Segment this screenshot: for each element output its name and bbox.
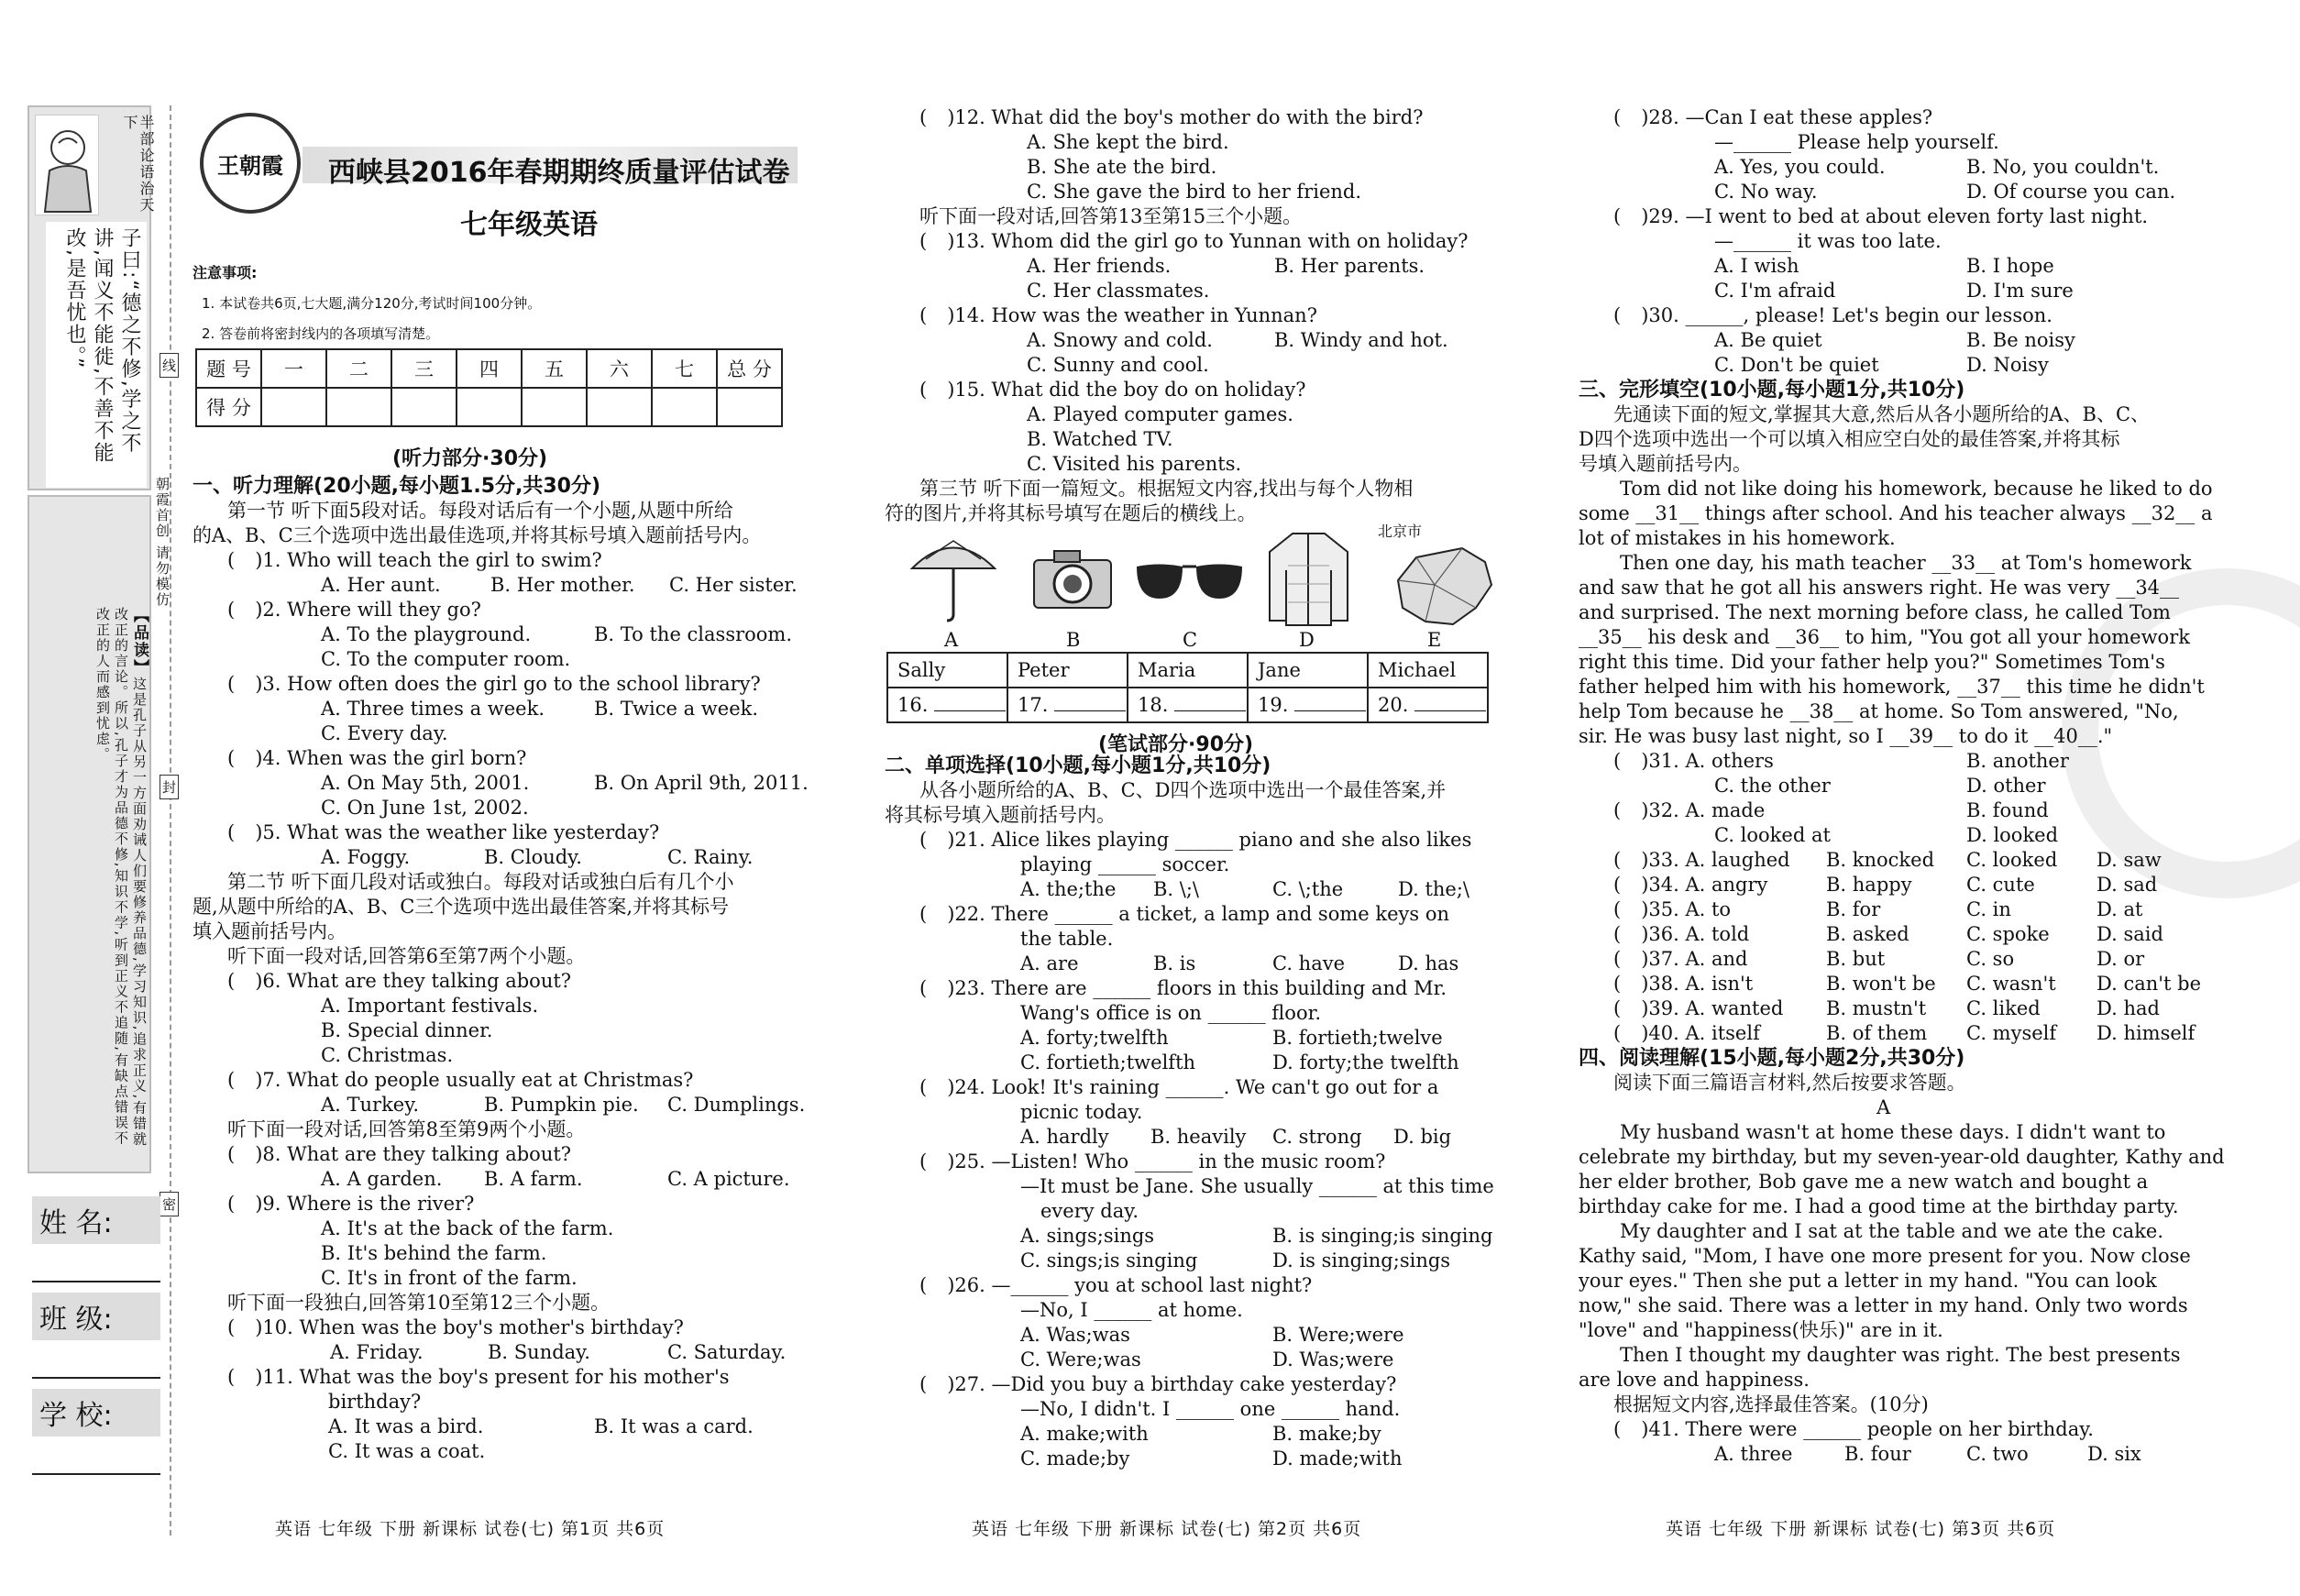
option[interactable]: A. forty;twelfth <box>1020 1027 1169 1049</box>
cloze-line: help Tom because he __38__ at home. So Tom answered, "No, <box>1579 700 2179 722</box>
umbrella-image <box>908 532 999 623</box>
cloze-line: Tom did not like doing his homework, because he liked to do <box>1620 478 2213 500</box>
score-header-row <box>196 349 782 388</box>
confucius-quote: 子曰:“德之不修,学之不讲,闻义不能徙,不善不能改,是吾忧也。” <box>46 222 147 488</box>
option[interactable]: B. A farm. <box>484 1168 583 1190</box>
question-23: ( )23. There are ______ floors in this building and Mr. <box>919 977 1447 999</box>
option[interactable]: C. spoke <box>1966 923 2050 945</box>
score-cell: 四 <box>457 349 522 388</box>
cloze-question-option[interactable]: ( )39. A. wanted <box>1613 997 1784 1019</box>
option[interactable]: C. looked <box>1966 849 2058 871</box>
question-9: ( )9. Where is the river? <box>227 1193 475 1215</box>
option[interactable]: C. Rainy. <box>667 846 754 868</box>
score-input-cell[interactable] <box>717 388 782 426</box>
option[interactable]: B. Special dinner. <box>321 1019 493 1041</box>
option[interactable]: A. the;the <box>1020 878 1117 900</box>
option[interactable]: B. heavily <box>1150 1126 1247 1148</box>
option[interactable]: A. On May 5th, 2001. <box>321 772 530 794</box>
cloze-question-option[interactable]: ( )33. A. laughed <box>1613 849 1790 871</box>
option[interactable]: C. \;the <box>1272 878 1344 900</box>
person-name: Jane <box>1248 653 1368 688</box>
part2-instr-3: 填入题前括号内。 <box>193 920 347 942</box>
cloze-question-31: ( )31. A. others <box>1613 750 1774 772</box>
question-11: ( )11. What was the boy's present for his mother's <box>227 1366 730 1388</box>
name-input-line[interactable] <box>32 1281 160 1282</box>
question-22-cont: the table. <box>1020 928 1114 950</box>
option[interactable]: D. the;\ <box>1398 878 1469 900</box>
passage-line: "love" and "happiness(快乐)" are in it. <box>1579 1319 1943 1341</box>
score-input-cell[interactable] <box>326 388 391 426</box>
question-21: ( )21. Alice likes playing ______ piano and she also likes <box>919 829 1472 851</box>
logo-stamp <box>200 113 301 214</box>
question-22: ( )22. There ______ a ticket, a lamp and some keys on <box>919 903 1450 925</box>
option[interactable]: D. at <box>2096 898 2143 920</box>
pindu-panel <box>28 495 151 1173</box>
school-field-group <box>32 1389 160 1475</box>
section-2-instr-2: 将其标号填入题前括号内。 <box>885 804 1116 826</box>
option[interactable]: C. fortieth;twelfth <box>1020 1051 1196 1073</box>
part3-instr-1: 第三节 听下面一篇短文。根据短文内容,找出与每个人物相 <box>919 478 1414 500</box>
school-input-line[interactable] <box>32 1473 160 1475</box>
option[interactable]: B. On April 9th, 2011. <box>594 772 809 794</box>
cloze-question-option[interactable]: ( )37. A. and <box>1613 948 1748 970</box>
option[interactable]: C. strong <box>1272 1126 1362 1148</box>
passage-label: A <box>1876 1096 1891 1118</box>
part1-instr-2: 的A、B、C三个选项中选出最佳选项,并将其标号填入题前括号内。 <box>193 524 762 546</box>
question-29: ( )29. —I went to bed at about eleven forty last night. <box>1613 205 2149 227</box>
quote-panel <box>28 105 155 490</box>
cloze-question-option[interactable]: ( )34. A. angry <box>1613 874 1768 896</box>
option[interactable]: C. Were;was <box>1020 1348 1141 1370</box>
question-23-cont: Wang's office is on ______ floor. <box>1020 1002 1322 1024</box>
score-input-cell[interactable] <box>261 388 326 426</box>
score-cell: 一 <box>261 349 326 388</box>
option[interactable]: C. Sunny and cool. <box>1027 354 1209 376</box>
class-label: 班 级: <box>32 1293 160 1340</box>
part1-instr-1: 第一节 听下面5段对话。每段对话后有一个小题,从题中所给 <box>227 500 733 522</box>
option[interactable]: A. are <box>1020 952 1079 974</box>
option[interactable]: C. Don't be quiet <box>1714 354 1879 376</box>
option[interactable]: C. Her classmates. <box>1027 280 1210 302</box>
question-13: ( )13. Whom did the girl go to Yunnan with on holiday? <box>919 230 1469 252</box>
passage-line: My husband wasn't at home these days. I didn't want to <box>1620 1121 2166 1143</box>
monologue-10-12-instr: 听下面一段独白,回答第10至第12三个小题。 <box>227 1292 611 1314</box>
cloze-line: father helped him with his homework, __37__ this time he didn't <box>1579 676 2205 698</box>
question-8: ( )8. What are they talking about? <box>227 1143 572 1165</box>
option[interactable]: B. She ate the bird. <box>1027 156 1217 178</box>
option[interactable]: C. Every day. <box>321 722 448 744</box>
score-label-cell: 得 分 <box>196 388 261 426</box>
question-26-cont: —No, I ______ at home. <box>1020 1299 1243 1321</box>
option[interactable]: A. It's at the back of the farm. <box>321 1217 614 1239</box>
question-11-cont: birthday? <box>328 1391 422 1413</box>
question-28: ( )28. —Can I eat these apples? <box>1613 106 1933 128</box>
score-input-cell[interactable] <box>522 388 587 426</box>
pic-label-d: D <box>1299 629 1315 651</box>
option[interactable]: B. It's behind the farm. <box>321 1242 547 1264</box>
confucius-portrait <box>35 115 99 215</box>
option[interactable]: D. I'm sure <box>1966 280 2074 302</box>
option[interactable]: C. She gave the bird to her friend. <box>1027 181 1362 203</box>
option[interactable]: B. another <box>1966 750 2069 772</box>
question-24-cont: picnic today. <box>1020 1101 1143 1123</box>
question-21-cont: playing ______ soccer. <box>1020 853 1230 875</box>
page-footer-2: 英语 七年级 下册 新课标 试卷(七) 第2页 共6页 <box>972 1519 1362 1539</box>
person-name: Sally <box>887 653 1007 688</box>
section-4-title: 四、阅读理解(15小题,每小题2分,共30分) <box>1579 1047 1965 1070</box>
section-3-instr-1: 先通读下面的短文,掌握其大意,然后从各小题所给的A、B、C、 <box>1613 403 2151 425</box>
option[interactable]: A. Yes, you could. <box>1714 156 1886 178</box>
cloze-line: Then one day, his math teacher __33__ at Tom's homework <box>1620 552 2192 574</box>
written-header: (笔试部分·90分) <box>1098 733 1254 756</box>
seal-char-3: 密 <box>160 1192 179 1216</box>
passage-line: your eyes." Then she put a letter in my hand. "You can look <box>1579 1270 2157 1292</box>
section-2-title: 二、单项选择(10小题,每小题1分,共10分) <box>885 754 1271 777</box>
option[interactable]: A. Her aunt. <box>321 574 441 596</box>
school-label: 学 校: <box>32 1389 160 1436</box>
option[interactable]: D. six <box>2087 1443 2141 1465</box>
option[interactable]: C. On June 1st, 2002. <box>321 797 529 819</box>
dialogue-13-15-instr: 听下面一段对话,回答第13至第15三个小题。 <box>919 205 1303 227</box>
cloze-question-option[interactable]: ( )38. A. isn't <box>1613 973 1754 995</box>
option[interactable]: A. Was;was <box>1020 1324 1130 1346</box>
option[interactable]: B. It was a card. <box>594 1415 754 1437</box>
option[interactable]: D. big <box>1393 1126 1452 1148</box>
option[interactable]: C. To the computer room. <box>321 648 571 670</box>
option[interactable]: B. knocked <box>1826 849 1935 871</box>
score-value-row <box>196 388 782 426</box>
cloze-line: sir. He was busy last night, so I __39__ to do it __40__." <box>1579 725 2113 747</box>
score-cell: 题 号 <box>196 349 261 388</box>
question-41: ( )41. There were ______ people on her birthday. <box>1613 1418 2094 1440</box>
option[interactable]: C. wasn't <box>1966 973 2056 995</box>
score-table <box>195 348 783 427</box>
section-3-instr-3: 号填入题前括号内。 <box>1579 453 1752 475</box>
notice-item-2: 2. 答卷前将密封线内的各项填写清楚。 <box>202 325 440 342</box>
option[interactable]: D. Noisy <box>1966 354 2049 376</box>
matching-table <box>886 652 1489 723</box>
score-input-cell[interactable] <box>587 388 652 426</box>
beijing-map-image <box>1389 544 1499 631</box>
option[interactable]: B. won't be <box>1826 973 1936 995</box>
option[interactable]: B. Were;were <box>1272 1324 1404 1346</box>
part2-instr-1: 第二节 听下面几段对话或独白。每段对话或独白后有几个小 <box>227 871 734 893</box>
passage-line: celebrate my birthday, but my seven-year-old daughter, Kathy and <box>1579 1146 2225 1168</box>
option[interactable]: C. cute <box>1966 874 2035 896</box>
map-label: 北京市 <box>1378 523 1423 540</box>
question-10: ( )10. When was the boy's mother's birthday? <box>227 1316 684 1338</box>
option[interactable]: D. sad <box>2096 874 2158 896</box>
option[interactable]: C. Christmas. <box>321 1044 454 1066</box>
option[interactable]: C. liked <box>1966 997 2041 1019</box>
option[interactable]: B. No, you couldn't. <box>1966 156 2160 178</box>
option[interactable]: B. Sunday. <box>488 1341 590 1363</box>
seal-column-text: 朝霞首创 请勿模仿 <box>154 477 171 608</box>
option[interactable]: C. A picture. <box>667 1168 790 1190</box>
option[interactable]: D. said <box>2096 923 2163 945</box>
part3-instr-2: 符的图片,并将其标号填写在题后的横线上。 <box>885 502 1257 524</box>
question-15: ( )15. What did the boy do on holiday? <box>919 379 1306 401</box>
cloze-line: and saw that he got all his answers right. He was very __34__ <box>1579 577 2180 599</box>
passage-line: Kathy said, "Mom, I have one more present for you. Now close <box>1579 1245 2191 1267</box>
option[interactable]: C. have <box>1272 952 1346 974</box>
exam-title: 西峡县2016年春期期终质量评估试卷 <box>328 157 790 189</box>
passage-line: Then I thought my daughter was right. The best presents <box>1620 1344 2181 1366</box>
option[interactable]: C. Dumplings. <box>667 1094 806 1116</box>
class-input-line[interactable] <box>32 1377 160 1379</box>
score-cell: 三 <box>391 349 457 388</box>
option[interactable]: B. Watched TV. <box>1027 428 1173 450</box>
option[interactable]: C. sings;is singing <box>1020 1249 1198 1271</box>
option[interactable]: B. is <box>1153 952 1196 974</box>
score-cell: 五 <box>522 349 587 388</box>
passage-line: now," she said. There was a letter in my hand. Only two words <box>1579 1294 2188 1316</box>
cloze-question-32: ( )32. A. made <box>1613 799 1766 821</box>
cloze-question-option[interactable]: ( )40. A. itself <box>1613 1022 1760 1044</box>
option[interactable]: D. looked <box>1966 824 2059 846</box>
passage-line: are love and happiness. <box>1579 1369 1810 1391</box>
question-6: ( )6. What are they talking about? <box>227 970 572 992</box>
option[interactable]: C. made;by <box>1020 1447 1130 1469</box>
option[interactable]: A. Important festivals. <box>321 995 539 1017</box>
cloze-line: and surprised. The next morning before class, he called Tom <box>1579 601 2171 623</box>
option[interactable]: B. mustn't <box>1826 997 1927 1019</box>
seal-char-2: 封 <box>160 775 179 799</box>
match-answer-cell[interactable]: 16. <box>887 688 1007 722</box>
sidebar-motto: 半部论语治天下 <box>121 115 155 214</box>
option[interactable]: C. Visited his parents. <box>1027 453 1242 475</box>
cloze-line: __35__ his desk and __36__ to him, "You got all your homework <box>1579 626 2190 648</box>
question-14: ( )14. How was the weather in Yunnan? <box>919 304 1317 326</box>
class-field-group <box>32 1293 160 1379</box>
score-cell: 总 分 <box>717 349 782 388</box>
option[interactable]: B. Cloudy. <box>484 846 582 868</box>
option[interactable]: A. Three times a week. <box>321 698 545 720</box>
passage-line: My daughter and I sat at the table and we ate the cake. <box>1620 1220 2164 1242</box>
option[interactable]: D. or <box>2096 948 2145 970</box>
exam-subtitle: 七年级英语 <box>460 209 598 241</box>
section-2-instr-1: 从各小题所给的A、B、C、D四个选项中选出一个最佳答案,并 <box>919 779 1447 801</box>
option[interactable]: D. forty;the twelfth <box>1272 1051 1459 1073</box>
dialogue-8-9-instr: 听下面一段对话,回答第8至第9两个小题。 <box>227 1118 586 1140</box>
page-footer-1: 英语 七年级 下册 新课标 试卷(七) 第1页 共6页 <box>275 1519 666 1539</box>
person-name: Maria <box>1128 653 1248 688</box>
part2-instr-2: 题,从题中所给的A、B、C三个选项中选出最佳答案,并将其标号 <box>193 896 730 918</box>
option[interactable]: D. Of course you can. <box>1966 181 2176 203</box>
option[interactable]: C. Her sister. <box>669 574 798 596</box>
listening-header: (听力部分·30分) <box>392 447 548 470</box>
score-cell: 七 <box>652 349 717 388</box>
option[interactable]: A. She kept the bird. <box>1027 131 1229 153</box>
option[interactable]: B. Be noisy <box>1966 329 2075 351</box>
person-name: Michael <box>1368 653 1488 688</box>
option[interactable]: B. asked <box>1826 923 1909 945</box>
option[interactable]: A. Friday. <box>330 1341 424 1363</box>
option[interactable]: C. No way. <box>1714 181 1818 203</box>
score-input-cell[interactable] <box>391 388 457 426</box>
option[interactable]: C. It was a coat. <box>328 1440 486 1462</box>
option[interactable]: A. three <box>1714 1443 1793 1465</box>
pindu-text: 【品读】这是孔子从另一方面劝诫人们要修养品德,学习知识,追求正义,有错就改正的言论。所以,孔子才为品德不修,知识不学,听到正义不追随,有缺点错误不改正的人而感到忧虑。 <box>94 607 149 1148</box>
passage-line: birthday cake for me. I had a good time at the birthday party. <box>1579 1195 2179 1217</box>
sunglasses-image <box>1132 553 1247 608</box>
option[interactable]: C. I'm afraid <box>1714 280 1836 302</box>
match-answer-cell[interactable]: 19. <box>1248 688 1368 722</box>
seal-char-1: 线 <box>160 353 179 378</box>
sidebar <box>28 105 155 1160</box>
option[interactable]: C. two <box>1966 1443 2029 1465</box>
section-1-title: 一、听力理解(20小题,每小题1.5分,共30分) <box>193 475 601 498</box>
option[interactable]: A. make;with <box>1020 1423 1149 1445</box>
jacket-image <box>1265 529 1352 630</box>
option[interactable]: B. is singing;is singing <box>1272 1225 1493 1247</box>
camera-image <box>1027 544 1118 617</box>
cloze-line: some __31__ things after school. And his teacher always __32__ a <box>1579 502 2213 524</box>
question-2: ( )2. Where will they go? <box>227 599 481 621</box>
option[interactable]: A. Snowy and cold. <box>1027 329 1213 351</box>
question-5: ( )5. What was the weather like yesterday? <box>227 821 660 843</box>
option[interactable]: A. I wish <box>1714 255 1799 277</box>
option[interactable]: B. I hope <box>1966 255 2054 277</box>
answers-row <box>887 688 1488 722</box>
question-29-cont: —______ it was too late. <box>1714 230 1942 252</box>
option[interactable]: B. \;\ <box>1153 878 1200 900</box>
pic-label-c: C <box>1183 629 1198 651</box>
cloze-line: right this time. Did your father help you?" Sometimes Tom's <box>1579 651 2165 673</box>
logo-text: 王朝霞 <box>217 152 283 179</box>
option[interactable]: C. in <box>1966 898 2011 920</box>
option[interactable]: A. A garden. <box>321 1168 443 1190</box>
option[interactable]: B. make;by <box>1272 1423 1381 1445</box>
option[interactable]: B. but <box>1826 948 1886 970</box>
passage-line: her elder brother, Bob gave me a new watch and bought a <box>1579 1171 2149 1193</box>
name-field-group <box>32 1196 160 1282</box>
option[interactable]: A. Her friends. <box>1027 255 1172 277</box>
question-7: ( )7. What do people usually eat at Christmas? <box>227 1069 694 1091</box>
pindu-label: 【品读】 <box>130 607 149 677</box>
option[interactable]: B. found <box>1966 799 2049 821</box>
question-28-cont: —______ Please help yourself. <box>1714 131 1999 153</box>
question-25-cont: every day. <box>1040 1200 1139 1222</box>
option[interactable]: B. To the classroom. <box>594 623 793 645</box>
option[interactable]: B. Her parents. <box>1274 255 1425 277</box>
match-answer-cell[interactable]: 17. <box>1007 688 1128 722</box>
option[interactable]: D. made;with <box>1272 1447 1403 1469</box>
section-3-instr-2: D四个选项中选出一个可以填入相应空白处的最佳答案,并将其标 <box>1579 428 2120 450</box>
question-27: ( )27. —Did you buy a birthday cake yesterday? <box>919 1373 1397 1395</box>
option[interactable]: C. the other <box>1714 775 1831 797</box>
option[interactable]: D. has <box>1398 952 1459 974</box>
score-cell: 六 <box>587 349 652 388</box>
option[interactable]: B. of them <box>1826 1022 1928 1044</box>
match-answer-cell[interactable]: 20. <box>1368 688 1488 722</box>
option[interactable]: C. so <box>1966 948 2015 970</box>
option[interactable]: B. Her mother. <box>490 574 635 596</box>
option[interactable]: A. Be quiet <box>1714 329 1822 351</box>
option[interactable]: B. Twice a week. <box>594 698 759 720</box>
name-label: 姓 名: <box>32 1196 160 1244</box>
option[interactable]: A. Foggy. <box>321 846 411 868</box>
section-3-title: 三、完形填空(10小题,每小题1分,共10分) <box>1579 379 1965 402</box>
option[interactable]: A. It was a bird. <box>328 1415 484 1437</box>
match-answer-cell[interactable]: 18. <box>1128 688 1248 722</box>
question-25: ( )25. —Listen! Who ______ in the music room? <box>919 1150 1386 1172</box>
option[interactable]: A. hardly <box>1020 1126 1109 1148</box>
cloze-line: lot of mistakes in his homework. <box>1579 527 1896 549</box>
option[interactable]: D. saw <box>2096 849 2162 871</box>
question-25-cont: —It must be Jane. She usually ______ at this time <box>1020 1175 1494 1197</box>
option[interactable]: D. other <box>1966 775 2046 797</box>
person-name: Peter <box>1007 653 1128 688</box>
notice-item-1: 1. 本试卷共6页,七大题,满分120分,考试时间100分钟。 <box>202 295 542 312</box>
option[interactable]: B. for <box>1826 898 1881 920</box>
pic-label-a: A <box>944 629 959 651</box>
option[interactable]: B. happy <box>1826 874 1912 896</box>
option[interactable]: B. Windy and hot. <box>1274 329 1448 351</box>
option[interactable]: D. had <box>2096 997 2160 1019</box>
pic-label-e: E <box>1427 629 1442 651</box>
question-26: ( )26. —______ you at school last night? <box>919 1274 1313 1296</box>
score-input-cell[interactable] <box>652 388 717 426</box>
question-3: ( )3. How often does the girl go to the school library? <box>227 673 761 695</box>
option[interactable]: A. To the playground. <box>321 623 532 645</box>
question-1: ( )1. Who will teach the girl to swim? <box>227 549 602 571</box>
question-27-cont: —No, I didn't. I ______ one ______ hand. <box>1020 1398 1401 1420</box>
question-4: ( )4. When was the girl born? <box>227 747 527 769</box>
option[interactable]: D. can't be <box>2096 973 2202 995</box>
question-24: ( )24. Look! It's raining ______. We can't go out for a <box>919 1076 1439 1098</box>
option[interactable]: B. fortieth;twelve <box>1272 1027 1443 1049</box>
option[interactable]: C. Saturday. <box>667 1341 787 1363</box>
section-4-instr: 阅读下面三篇语言材料,然后按要求答题。 <box>1613 1072 1966 1094</box>
seal-line <box>170 105 171 1535</box>
notice-label: 注意事项: <box>193 264 258 281</box>
score-input-cell[interactable] <box>457 388 522 426</box>
option[interactable]: A. Turkey. <box>321 1094 419 1116</box>
score-cell: 二 <box>326 349 391 388</box>
page-footer-3: 英语 七年级 下册 新课标 试卷(七) 第3页 共6页 <box>1666 1519 2056 1539</box>
option[interactable]: D. Was;were <box>1272 1348 1394 1370</box>
option[interactable]: D. is singing;sings <box>1272 1249 1451 1271</box>
pic-label-b: B <box>1066 629 1081 651</box>
option[interactable]: C. myself <box>1966 1022 2057 1044</box>
names-row <box>887 653 1488 688</box>
option[interactable]: A. sings;sings <box>1020 1225 1155 1247</box>
question-30: ( )30. ______, please! Let's begin our lesson. <box>1613 304 2052 326</box>
cloze-question-option[interactable]: ( )35. A. to <box>1613 898 1732 920</box>
dialogue-6-7-instr: 听下面一段对话,回答第6至第7两个小题。 <box>227 945 586 967</box>
question-12: ( )12. What did the boy's mother do with the bird? <box>919 106 1424 128</box>
passage-question-instr: 根据短文内容,选择最佳答案。(10分) <box>1613 1393 1929 1415</box>
option[interactable]: D. himself <box>2096 1022 2195 1044</box>
option[interactable]: C. It's in front of the farm. <box>321 1267 578 1289</box>
option[interactable]: A. Played computer games. <box>1027 403 1293 425</box>
option[interactable]: B. Pumpkin pie. <box>484 1094 639 1116</box>
cloze-question-option[interactable]: ( )36. A. told <box>1613 923 1750 945</box>
option[interactable]: C. looked at <box>1714 824 1831 846</box>
option[interactable]: B. four <box>1844 1443 1911 1465</box>
